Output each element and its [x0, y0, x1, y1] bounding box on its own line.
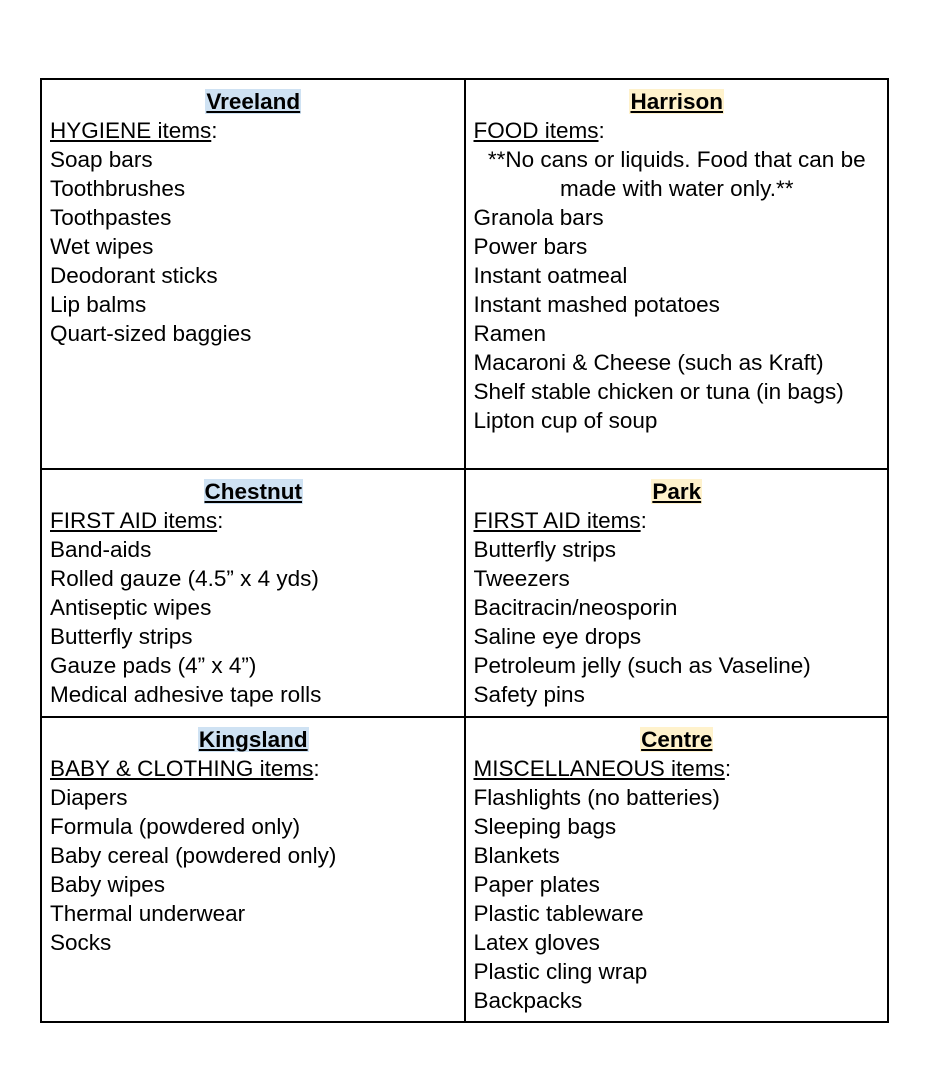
list-item: Granola bars: [473, 205, 604, 230]
location-heading: [474, 87, 881, 116]
location-name: Park: [652, 479, 702, 504]
item-list: [50, 145, 457, 348]
list-item: Diapers: [50, 785, 128, 810]
category-note: **No cans or liquids. Food that can be made with water only.**: [487, 147, 866, 201]
location-cell: [465, 717, 889, 1022]
item-list: [474, 783, 881, 1015]
category-colon: :: [640, 508, 647, 533]
list-item: Formula (powdered only): [50, 814, 301, 839]
location-name: Centre: [641, 727, 713, 752]
list-item: Lipton cup of soup: [473, 408, 658, 433]
location-cell: [41, 717, 465, 1022]
list-item: Shelf stable chicken or tuna (in bags): [473, 379, 844, 404]
category-label: FOOD items: [473, 118, 599, 143]
list-item: Butterfly strips: [473, 537, 617, 562]
list-item: Soap bars: [50, 147, 153, 172]
category-colon: :: [724, 756, 732, 781]
list-item: Flashlights (no batteries): [473, 785, 720, 810]
list-item: Safety pins: [473, 682, 585, 707]
location-name: Vreeland: [206, 89, 301, 114]
location-cell: [465, 79, 889, 469]
item-list: [474, 535, 881, 709]
list-item: Band-aids: [50, 537, 152, 562]
location-cell: [465, 469, 889, 717]
category-label: FIRST AID items: [50, 508, 218, 533]
list-item: Paper plates: [473, 872, 600, 897]
category-colon: :: [598, 118, 605, 143]
list-item: Plastic tableware: [473, 901, 644, 926]
list-item: Bacitracin/neosporin: [473, 595, 678, 620]
list-item: Lip balms: [50, 292, 147, 317]
location-heading: [50, 477, 457, 506]
donation-table: [40, 78, 889, 1023]
location-heading: [50, 87, 457, 116]
list-item: Power bars: [473, 234, 588, 259]
table-row: [41, 469, 888, 717]
list-item: Instant mashed potatoes: [473, 292, 720, 317]
category-heading: [50, 116, 457, 145]
list-item: Tweezers: [473, 566, 570, 591]
table-row: [41, 717, 888, 1022]
location-cell: [41, 469, 465, 717]
list-item: Toothbrushes: [50, 176, 186, 201]
list-item: Blankets: [473, 843, 560, 868]
list-item: Socks: [50, 930, 112, 955]
category-heading: [50, 754, 457, 783]
location-name: Harrison: [630, 89, 724, 114]
list-item: Sleeping bags: [473, 814, 617, 839]
list-item: Wet wipes: [50, 234, 154, 259]
list-item: Petroleum jelly (such as Vaseline): [473, 653, 811, 678]
list-item: Macaroni & Cheese (such as Kraft): [473, 350, 824, 375]
category-label: BABY & CLOTHING items: [50, 756, 314, 781]
table-row: [41, 79, 888, 469]
location-heading: [474, 725, 881, 754]
location-cell: [41, 79, 465, 469]
list-item: Quart-sized baggies: [50, 321, 252, 346]
list-item: Baby wipes: [50, 872, 166, 897]
list-item: Plastic cling wrap: [473, 959, 648, 984]
category-label: HYGIENE items: [50, 118, 212, 143]
category-label: MISCELLANEOUS items: [473, 756, 725, 781]
list-item: Saline eye drops: [473, 624, 642, 649]
category-colon: :: [313, 756, 320, 781]
location-name: Chestnut: [204, 479, 302, 504]
item-list: [50, 783, 457, 957]
list-item: Baby cereal (powdered only): [50, 843, 337, 868]
list-item: Butterfly strips: [50, 624, 193, 649]
category-heading: [474, 116, 881, 145]
category-colon: :: [211, 118, 218, 143]
item-list: [50, 535, 457, 709]
item-list: [474, 203, 881, 435]
list-item: Instant oatmeal: [473, 263, 628, 288]
list-item: Rolled gauze (4.5” x 4 yds): [50, 566, 319, 591]
list-item: Toothpastes: [50, 205, 172, 230]
category-heading: [474, 506, 881, 535]
list-item: Ramen: [473, 321, 547, 346]
category-label: FIRST AID items: [473, 508, 641, 533]
location-heading: [474, 477, 881, 506]
list-item: Thermal underwear: [50, 901, 246, 926]
category-colon: :: [217, 508, 224, 533]
location-heading: [50, 725, 457, 754]
category-heading: [50, 506, 457, 535]
list-item: Deodorant sticks: [50, 263, 218, 288]
category-heading: [474, 754, 881, 783]
list-item: Backpacks: [473, 988, 583, 1013]
list-item: Latex gloves: [473, 930, 600, 955]
location-name: Kingsland: [198, 727, 308, 752]
list-item: Medical adhesive tape rolls: [50, 682, 322, 707]
list-item: Gauze pads (4” x 4”): [50, 653, 257, 678]
list-item: Antiseptic wipes: [50, 595, 212, 620]
